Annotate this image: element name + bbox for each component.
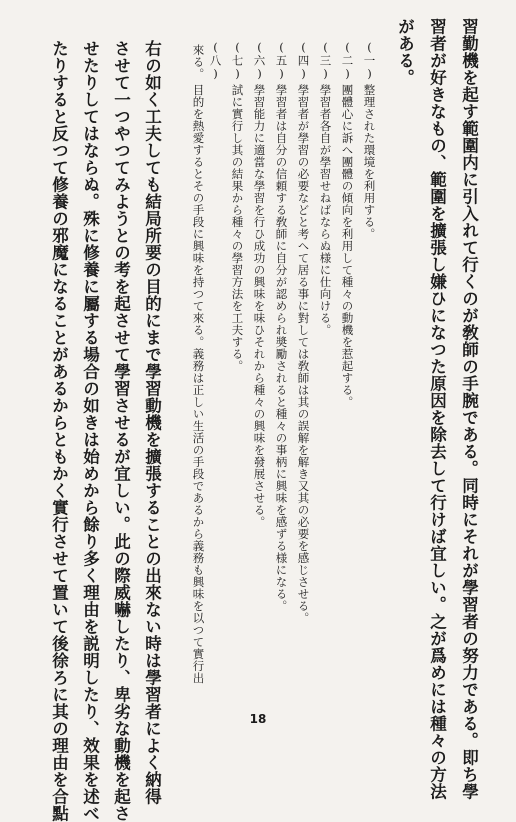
item-marker-1: (一) xyxy=(362,40,377,81)
item-marker-6: (六) xyxy=(252,40,267,81)
list-item-3: 學習者各自が學習せねばならぬ様に仕向ける。 xyxy=(318,84,333,336)
body-line-6: せたりしてはならぬ。殊に修養に屬する場合の如きは始めから餘り多く理由を説明したり、效果を述べ xyxy=(80,40,100,822)
page-number: 18 xyxy=(249,712,267,726)
body-line-4: 右の如く工夫しても結局所要の目的にまで學習動機を擴張することの出來ない時は學習者によく納得 xyxy=(142,40,162,805)
item-marker-5: (五) xyxy=(274,40,289,81)
item-marker-4: (四) xyxy=(296,40,311,81)
list-item-2: 團體心に訴へ團體の傾向を利用して種々の動機を惹起する。 xyxy=(340,84,355,408)
body-line-3: がある。 xyxy=(395,18,415,86)
list-item-7: 試に實行し其の結果から種々の學習方法を工夫する。 xyxy=(230,84,245,372)
body-line-1: 習勤機を起す範圍内に引入れて行くのが敎師の手腕である。同時にそれが學習者の努力である。即ち學 xyxy=(459,18,479,800)
list-item-6: 學習能力に適當な學習を行ひ成功の興味を味ひそれから種々の興味を發展させる。 xyxy=(252,84,267,528)
item-marker-8: (八) xyxy=(208,40,223,81)
body-line-2: 習者が好きなもの、範圍を擴張し嫌ひになつた原因を除去して行けば宜しい。之が爲めには種々の方法 xyxy=(427,18,447,800)
list-item-1: 整理された環境を利用する。 xyxy=(362,84,377,240)
item-marker-3: (三) xyxy=(318,40,333,81)
body-line-7: たりすると反つて修養の邪魔になることがあるからともかく實行させて置いて後徐ろに其の理由を合點 xyxy=(49,40,69,822)
list-item-4: 學習者が學習の必要などと考へて居る事に對しては敎師は其の誤解を解き又其の必要を感じさせる。 xyxy=(296,84,311,624)
list-item-8: 目的を熱愛するとその手段に興味を持つて來る。義務は正しい生活の手段であるから義務も興味を以つて實行出 xyxy=(191,84,206,684)
list-item-8-continued: 來る。 xyxy=(191,44,206,80)
list-item-5: 學習者は自分の信頼する敎師に自分が認められ奬勵されると種々の事柄に興味を感ずる様になる。 xyxy=(274,84,289,612)
item-marker-2: (二) xyxy=(340,40,355,81)
body-line-5: させて一つやつてみようとの考を起させて學習させるが宜しい。此の際威嚇したり、卑劣な動機を起さ xyxy=(111,40,131,822)
item-marker-7: (七) xyxy=(230,40,245,81)
